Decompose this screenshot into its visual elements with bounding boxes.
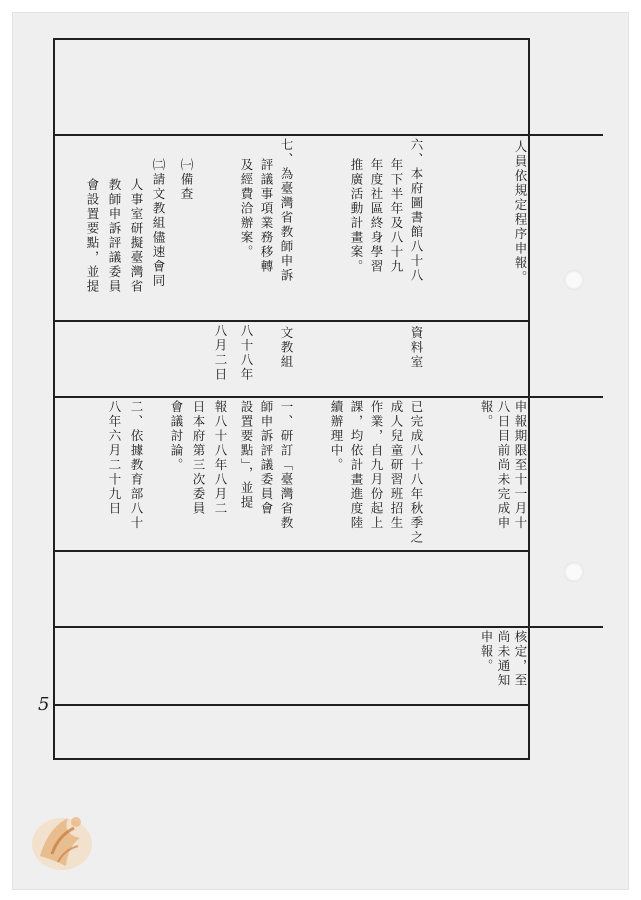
right-column-text: 尚未通知 — [496, 630, 511, 688]
table-rule — [55, 134, 603, 136]
item6-status: 課，均依計畫進度陸 — [349, 400, 364, 531]
item7-status: 師申訴評議委員會 — [259, 400, 274, 516]
table-rule — [55, 396, 603, 398]
table-rule — [55, 626, 603, 628]
item7-resolution: 教師申訴評議委員 — [107, 178, 122, 294]
item7-status: 設置要點」，並提 — [239, 400, 254, 510]
item7-unit: 八十八年 — [239, 324, 254, 382]
right-column-text: 人員依規定程序申報。 — [513, 140, 528, 285]
item6-status: 作業，自九月份起上 — [369, 400, 384, 531]
item7-status: 日本府第三次委員 — [191, 400, 206, 516]
table-rule — [55, 704, 530, 706]
item7-title: 評議事項業務移轉 — [259, 158, 274, 274]
item6-status: 成人兒童研習班招生 — [389, 400, 404, 531]
item7-unit: 八月二日 — [213, 324, 228, 382]
item6-status: 已完成八十八年秋季之 — [409, 400, 424, 545]
item6-unit: 資料室 — [409, 326, 424, 370]
table-border-left — [53, 38, 55, 760]
item7-status: 會議討論。 — [169, 400, 184, 473]
item6-title: 年下半年及八十九 — [389, 158, 404, 274]
punch-hole-bottom — [564, 562, 584, 582]
page-number: 5 — [38, 694, 50, 715]
table-border-top — [55, 38, 530, 40]
item7-status: 一、研訂「臺灣省教 — [279, 400, 294, 531]
item7-resolution: 會設置要點，並提 — [85, 178, 100, 294]
item7-title: 及經費洽辦案。 — [239, 158, 254, 260]
item6-title: 六、本府圖書館八十八 — [409, 138, 424, 283]
right-column-text: 申報期限至十一月十 — [513, 400, 528, 531]
right-column-text: 核定，至 — [513, 630, 528, 688]
right-column-text: 申報。 — [479, 630, 494, 674]
punch-hole-top — [564, 270, 584, 290]
table-rule — [55, 320, 530, 322]
table-border-bottom — [55, 758, 530, 760]
right-column-text: 報。 — [479, 400, 494, 429]
item7-resolution: 人事室研擬臺灣省 — [129, 178, 144, 294]
item6-status: 續辦理中。 — [329, 400, 344, 473]
item7-status: 報八十八年八月二 — [213, 400, 228, 516]
item7-resolution: ㈡請文教組儘速會同 — [151, 158, 166, 289]
archive-logo-icon — [22, 800, 102, 875]
item7-title: 七、為臺灣省教師申訴 — [279, 138, 294, 283]
item6-title: 年度社區終身學習 — [369, 158, 384, 274]
item7-resolution: ㈠備查 — [179, 158, 194, 202]
item7-unit: 文教組 — [279, 326, 294, 370]
table-rule — [55, 550, 530, 552]
item6-title: 推廣活動計畫案。 — [349, 158, 364, 274]
item7-status: 八年六月二十九日 — [107, 400, 122, 516]
right-column-text: 八日目前尚未完成申 — [496, 400, 511, 531]
item7-status: 二、依據教育部八十 — [129, 400, 144, 531]
